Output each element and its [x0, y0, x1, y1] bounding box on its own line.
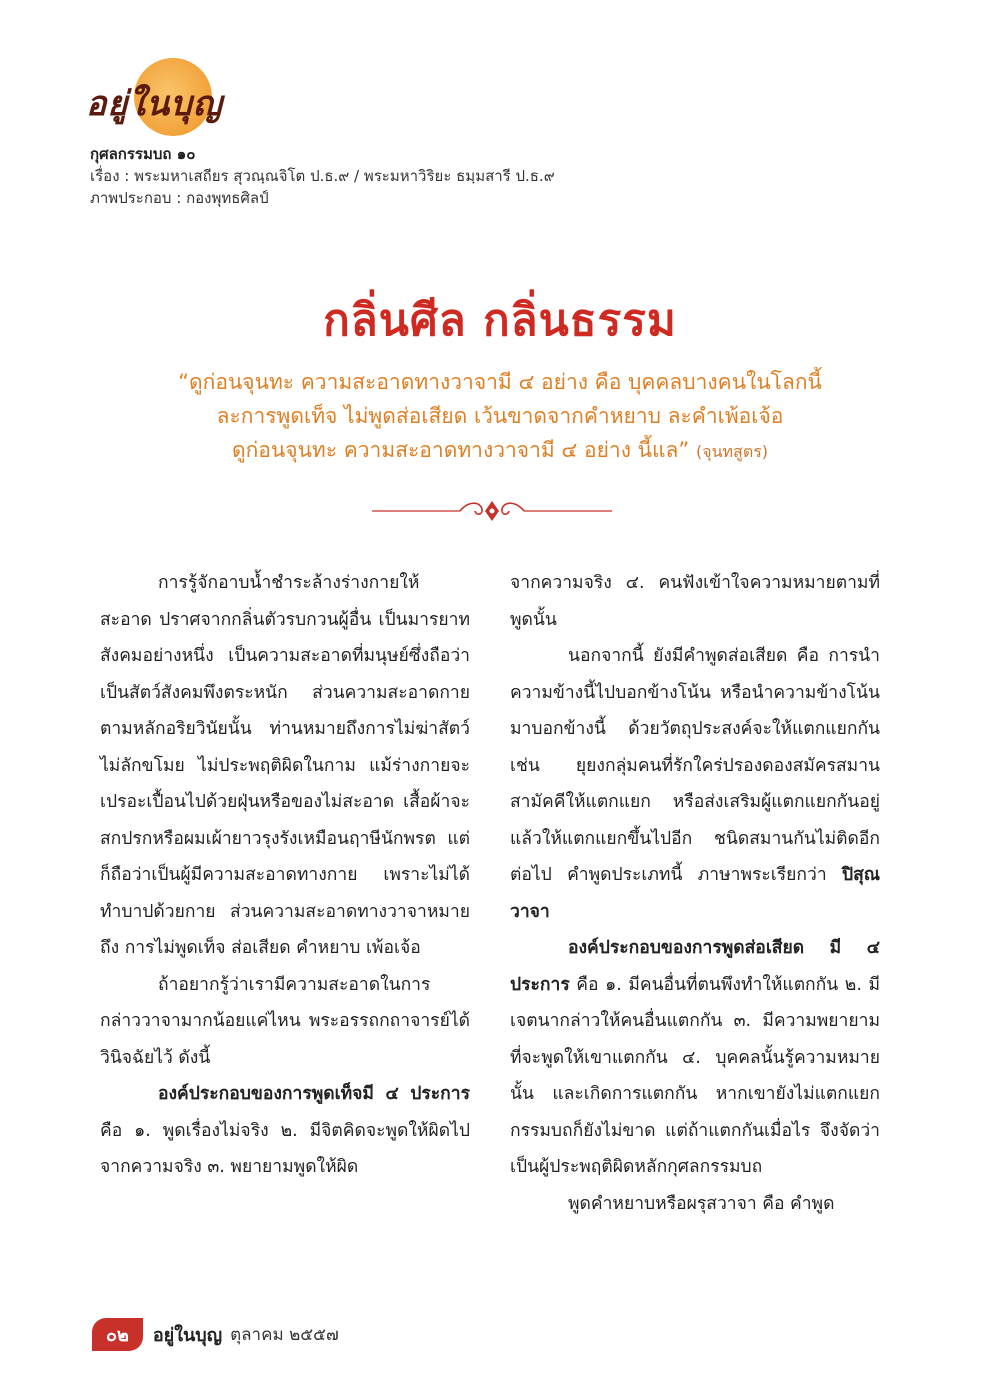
footer-magazine-name: อยู่ในบุญ — [152, 1324, 223, 1346]
author-label: เรื่อง : — [90, 167, 130, 185]
opening-quote — [80, 365, 920, 469]
paragraph-text: คือ ๑. มีคนอื่นที่ตนพึงทำให้แตกกัน ๒. มีเจตนากล่าวให้คนอื่นแตกกัน ๓. มีความพยายามที่จะพูดให้เขาแตกกัน ๔. บุคคลนั้นรู้ความหมายนั้น และเกิดการแตกกัน หากเขายังไม่แตกแยก กรรมบถก็ยังไม่ขาด แต่ถ้าแตกกันเมื่อไร จึงจัดว่าเป็นผู้ประพฤติผิดหลักกุศลกรรมบถ — [510, 974, 880, 1177]
paragraph-text: นอกจากนี้ ยังมีคำพูดส่อเสียด คือ การนำความข้างนี้ไปบอกข้างโน้น หรือนำความข้างโน้นมาบอกข้างนี้ ด้วยวัตถุประสงค์จะให้แตกแยกกัน เช่น ยุยงกลุ่มคนที่รักใคร่ปรองดองสมัครสมานสามัคคีให้แตกแยก หรือส่งเสริมผู้แตกแยกกันอยู่แล้วให้แตกแยกขึ้นไปอีก ชนิดสมานกันไม่ติดอีกต่อไป คำพูดประเภทนี้ ภาษาพระเรียกว่า — [510, 646, 880, 885]
author-line — [90, 165, 555, 187]
right-column — [510, 565, 880, 1222]
illustration-line — [90, 187, 555, 209]
paragraph — [100, 1076, 470, 1186]
quote-line-3 — [80, 433, 920, 469]
paragraph: จากความจริง ๔. คนฟังเข้าใจความหมายตามที่พูดนั้น — [510, 573, 880, 630]
paragraph — [510, 930, 880, 1186]
quote-line-3-text: ดูก่อนจุนทะ ความสะอาดทางวาจามี ๔ อย่าง นี้แล” — [231, 438, 690, 462]
section-heading: องค์ประกอบของการพูดส่อเสียด มี ๔ ประการ — [510, 938, 880, 995]
article-meta — [90, 143, 555, 209]
quote-source: (จุนทสูตร) — [695, 442, 769, 461]
logo-text: อยู่ในบุญ — [86, 84, 223, 124]
paragraph — [510, 638, 880, 930]
quote-line-1: “ดูก่อนจุนทะ ความสะอาดทางวาจามี ๔ อย่าง คือ บุคคลบางคนในโลกนี้ — [178, 370, 822, 394]
article-title: กลิ่นศีล กลิ่นธรรม — [323, 295, 677, 346]
paragraph-text: คือ ๑. พูดเรื่องไม่จริง ๒. มีจิตคิดจะพูดให้ผิดไปจากความจริง ๓. พยายามพูดให้ผิด — [100, 1120, 470, 1177]
author-names: พระมหาเสถียร สุวณฺณจิโต ป.ธ.๙ / พระมหาวิริยะ ธมฺมสารี ป.ธ.๙ — [134, 167, 555, 185]
left-column — [100, 565, 470, 1186]
paragraph: การรู้จักอาบน้ำชำระล้างร่างกายให้สะอาด ปราศจากกลิ่นตัวรบกวนผู้อื่น เป็นมารยาทสังคมอย่างหนึ่ง เป็นความสะอาดที่มนุษย์ซึ่งถือว่าเป็นสัตว์สังคมพึงตระหนัก ส่วนความสะอาดกายตามหลักอริยวินัยนั้น ท่านหมายถึงการไม่ฆ่าสัตว์ ไม่ลักขโมย ไม่ประพฤติผิดในกาม แม้ร่างกายจะเปรอะเปื้อนไปด้วยฝุ่นหรือของไม่สะอาด เสื้อผ้าจะสกปรกหรือผมเผ้ายาวรุงรังเหมือนฤาษีนักพรต แต่ก็ถือว่าเป็นผู้มีความสะอาดทางกาย เพราะไม่ได้ทำบาปด้วยกาย ส่วนความสะอาดทางวาจาหมายถึง การไม่พูดเท็จ ส่อเสียด คำหยาบ เพ้อเจ้อ — [100, 573, 470, 958]
illustration-credit: กองพุทธศิลป์ — [186, 189, 269, 207]
section-heading: องค์ประกอบของการพูดเท็จมี ๔ ประการ — [158, 1084, 470, 1104]
paragraph: พูดคำหยาบหรือผรุสวาจา คือ คำพูด — [568, 1193, 835, 1214]
page-number-badge: ๐๒ — [92, 1318, 143, 1351]
ornament-divider-icon — [372, 497, 612, 525]
page-footer — [92, 1319, 339, 1349]
magazine-logo — [86, 54, 236, 136]
quote-line-2: ละการพูดเท็จ ไม่พูดส่อเสียด เว้นขาดจากคำหยาบ ละคำเพ้อเจ้อ — [216, 404, 784, 428]
column-name: กุศลกรรมบถ ๑๐ — [90, 145, 196, 163]
paragraph: ถ้าอยากรู้ว่าเรามีความสะอาดในการกล่าววาจามากน้อยแค่ไหน พระอรรถกถาจารย์ได้วินิจฉัยไว้ ดังนี้ — [100, 974, 470, 1068]
illustration-label: ภาพประกอบ : — [90, 189, 182, 207]
footer-issue-date: ตุลาคม ๒๕๕๗ — [230, 1324, 339, 1345]
term-highlight: ปิสุณวาจา — [510, 865, 880, 922]
